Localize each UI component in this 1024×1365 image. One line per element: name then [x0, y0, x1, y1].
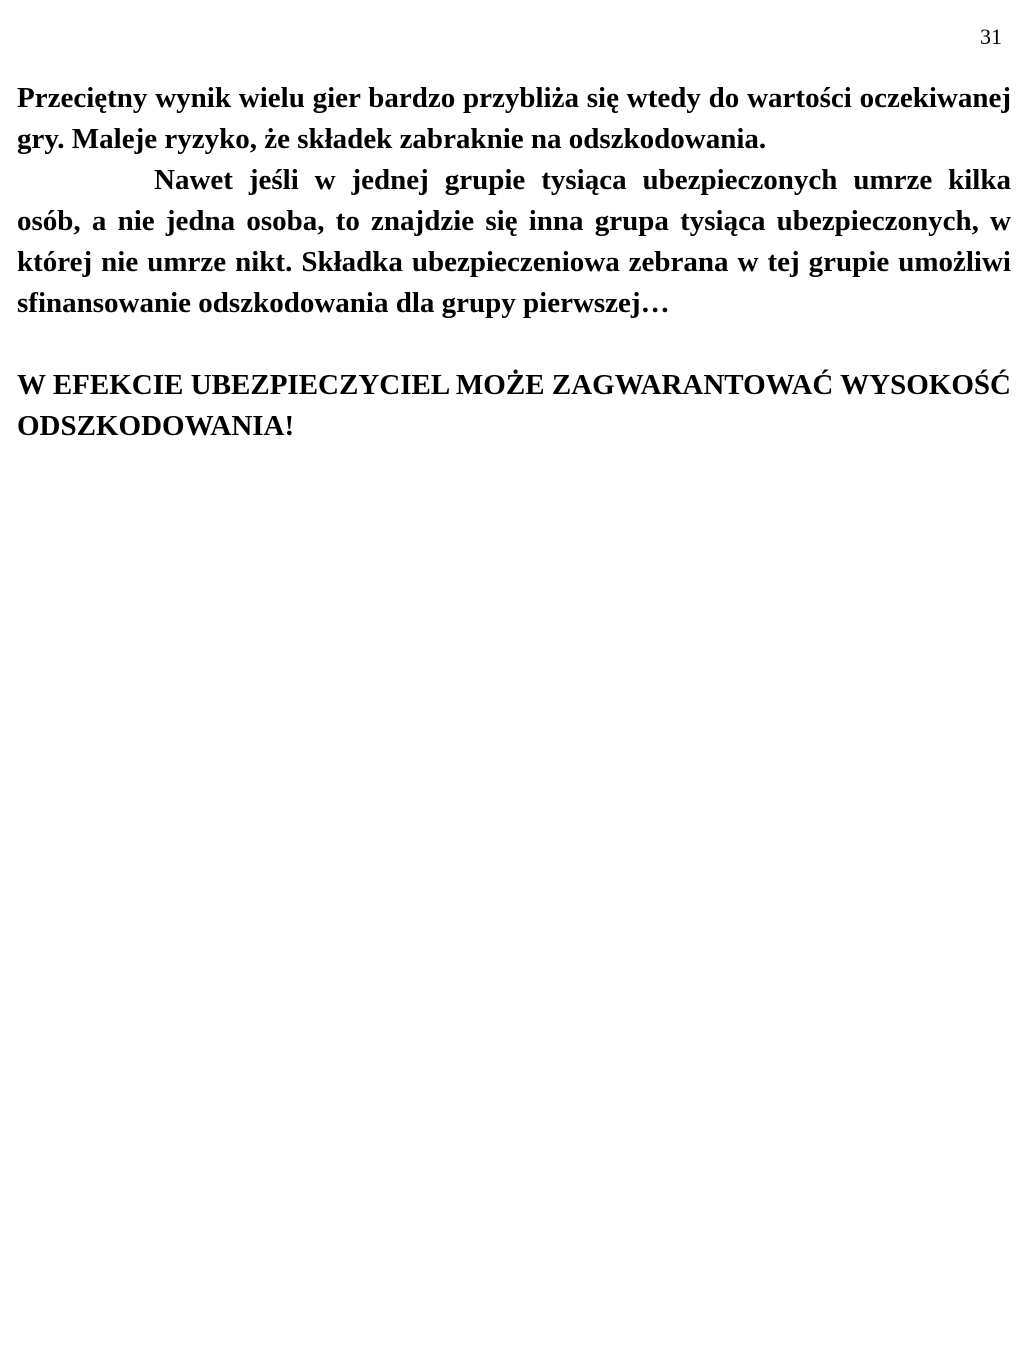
document-body — [17, 78, 1011, 447]
paragraph-expected-value: Przeciętny wynik wielu gier bardzo przybliża się wtedy do wartości oczekiwanej gry. Maleje ryzyko, że składek zabraknie na odszkodowania. — [17, 82, 1011, 155]
page-number: 31 — [980, 24, 1002, 49]
conclusion-heading: W EFEKCIE UBEZPIECZYCIEL MOŻE ZAGWARANTOWAĆ WYSOKOŚĆ ODSZKODOWANIA! — [17, 369, 1011, 442]
paragraph-groups-example: Nawet jeśli w jednej grupie tysiąca ubezpieczonych umrze kilka osób, a nie jedna osoba, to znajdzie się inna grupa tysiąca ubezpieczonych, w której nie umrze nikt. Składka ubezpieczeniowa zebrana w tej grupie umożliwi sfinansowanie odszkodowania dla grupy pierwszej… — [17, 164, 1011, 319]
